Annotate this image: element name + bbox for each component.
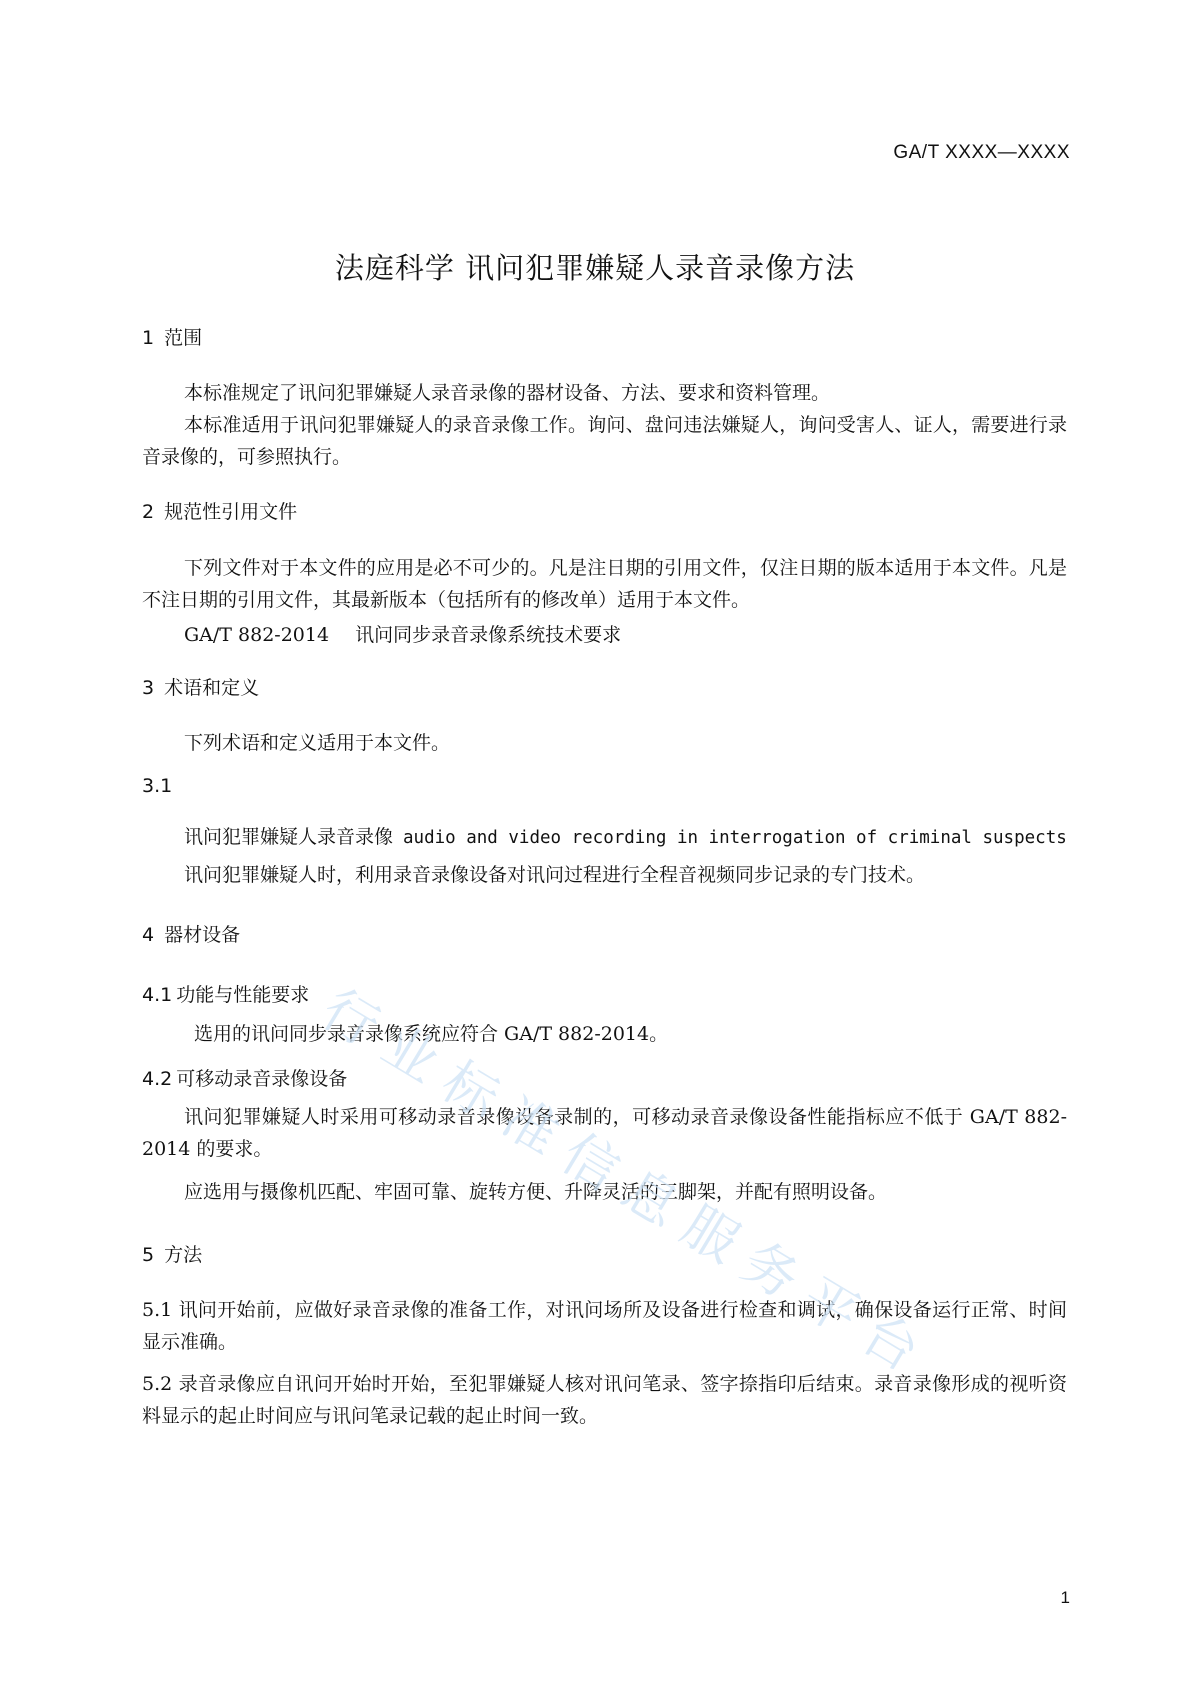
section-number: 3 bbox=[142, 677, 155, 699]
clause-5-1: 5.1 讯问开始前，应做好录音录像的准备工作，对讯问场所及设备进行检查和调试，确保设备运行正常、时间显示准确。 bbox=[142, 1299, 1067, 1353]
term-number: 3.1 bbox=[142, 775, 173, 797]
section-2-paragraph-1: 下列文件对于本文件的应用是必不可少的。凡是注日期的引用文件，仅注日期的版本适用于本文件。凡是不注日期的引用文件，其最新版本（包括所有的修改单）适用于本文件。 bbox=[142, 557, 1067, 611]
clause-5-2: 5.2 录音录像应自讯问开始时开始，至犯罪嫌疑人核对讯问笔录、签字捺指印后结束。录音录像形成的视听资料显示的起止时间应与讯问笔录记载的起止时间一致。 bbox=[142, 1373, 1067, 1427]
section-3-paragraph-1: 下列术语和定义适用于本文件。 bbox=[184, 732, 451, 754]
reference-title: 讯问同步录音录像系统技术要求 bbox=[355, 624, 622, 646]
subsection-4-2-paragraph-1: 讯问犯罪嫌疑人时采用可移动录音录像设备录制的，可移动录音录像设备性能指标应不低于 GA/T 882-2014 的要求。 bbox=[142, 1106, 1067, 1160]
section-3-heading bbox=[142, 673, 259, 700]
reference-code: GA/T 882-2014 bbox=[184, 624, 330, 646]
section-2-heading bbox=[142, 497, 297, 524]
section-number: 1 bbox=[142, 327, 155, 349]
section-4-heading bbox=[142, 920, 240, 947]
section-1-paragraph-1: 本标准规定了讯问犯罪嫌疑人录音录像的器材设备、方法、要求和资料管理。 bbox=[184, 382, 831, 404]
section-title: 术语和定义 bbox=[164, 677, 260, 699]
section-number: 2 bbox=[142, 501, 155, 523]
term-entry bbox=[184, 822, 1067, 849]
section-title: 器材设备 bbox=[164, 924, 241, 946]
standard-code: GA/T XXXX—XXXX bbox=[893, 142, 1070, 163]
section-1-heading bbox=[142, 323, 202, 350]
section-number: 5 bbox=[142, 1244, 155, 1266]
watermark-text: 行业标准信息服务平台 bbox=[311, 977, 931, 1384]
section-5-heading bbox=[142, 1240, 202, 1267]
section-1-paragraph-2: 本标准适用于讯问犯罪嫌疑人的录音录像工作。询问、盘问违法嫌疑人，询问受害人、证人，需要进行录音录像的，可参照执行。 bbox=[142, 414, 1067, 468]
subsection-title: 功能与性能要求 bbox=[176, 984, 310, 1006]
term-english: audio and video recording in interrogation of criminal suspects bbox=[403, 828, 1067, 848]
subsection-4-1-heading bbox=[142, 980, 309, 1007]
subsection-number: 4.1 bbox=[142, 984, 173, 1006]
subsection-number: 4.2 bbox=[142, 1068, 173, 1090]
normative-reference bbox=[184, 620, 621, 647]
section-title: 范围 bbox=[164, 327, 203, 349]
term-chinese: 讯问犯罪嫌疑人录音录像 bbox=[184, 826, 394, 848]
section-title: 规范性引用文件 bbox=[164, 501, 298, 523]
subsection-title: 可移动录音录像设备 bbox=[176, 1068, 348, 1090]
page-number: 1 bbox=[1060, 1588, 1070, 1607]
subsection-4-2-paragraph-2: 应选用与摄像机匹配、牢固可靠、旋转方便、升降灵活的三脚架，并配有照明设备。 bbox=[184, 1181, 888, 1203]
term-definition: 讯问犯罪嫌疑人时，利用录音录像设备对讯问过程进行全程音视频同步记录的专门技术。 bbox=[184, 864, 926, 886]
subsection-4-2-heading bbox=[142, 1064, 347, 1091]
document-title: 法庭科学 讯问犯罪嫌疑人录音录像方法 bbox=[334, 251, 856, 285]
section-number: 4 bbox=[142, 924, 155, 946]
section-title: 方法 bbox=[164, 1244, 203, 1266]
subsection-4-1-paragraph: 选用的讯问同步录音录像系统应符合 GA/T 882-2014。 bbox=[194, 1023, 669, 1045]
